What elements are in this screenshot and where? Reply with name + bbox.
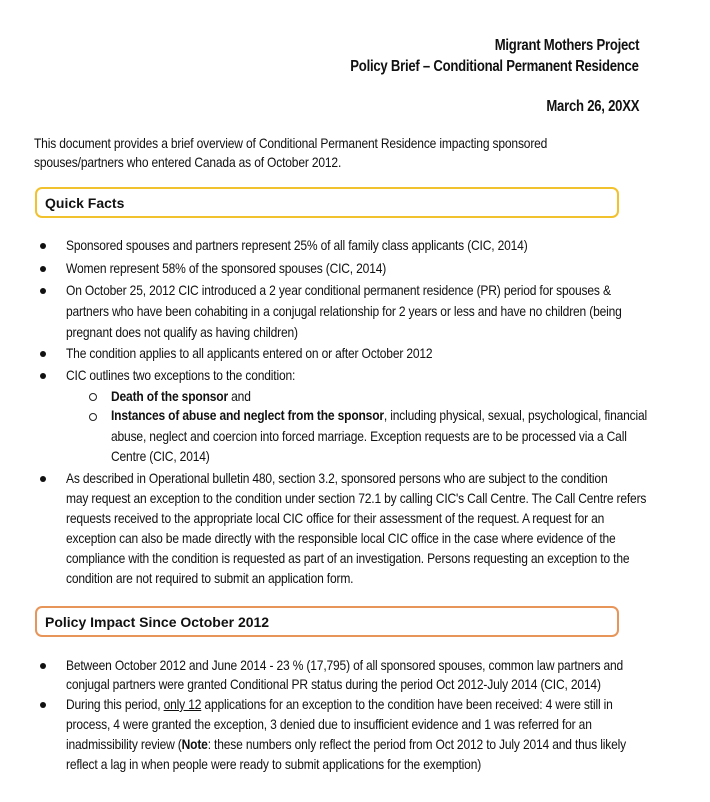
bulletin-text: requests received to the appropriate local CIC office for their assessment of the request. A request for an bbox=[66, 510, 605, 526]
fact-item bbox=[66, 237, 603, 253]
fact-text: pregnant does not qualify as having children) bbox=[66, 324, 298, 340]
document-date bbox=[526, 98, 639, 116]
document-title-text: Policy Brief – Conditional Permanent Residence bbox=[350, 58, 639, 75]
bulletin-text: condition are not required to submit an application form. bbox=[66, 570, 354, 586]
bullet-icon bbox=[40, 243, 46, 249]
intro-text: spouses/partners who entered Canada as of October 2012. bbox=[34, 154, 342, 170]
impact-text-prefix: During this period, bbox=[66, 696, 164, 712]
exception-text bbox=[111, 407, 647, 423]
quick-facts-heading-box bbox=[35, 187, 619, 218]
emphasized-count: only 12 bbox=[163, 696, 202, 712]
note-label: Note bbox=[181, 736, 208, 752]
quick-facts-heading: Quick Facts bbox=[45, 195, 125, 211]
bulletin-item bbox=[66, 470, 696, 486]
exception-item-continued bbox=[111, 448, 226, 464]
impact-item-continued bbox=[66, 716, 677, 732]
impact-text-rest: applications for an exception to the condition have been received: 4 were still in bbox=[201, 696, 613, 712]
bulletin-item-continued bbox=[66, 530, 705, 546]
fact-item bbox=[66, 345, 492, 361]
exception-rest: and bbox=[227, 388, 251, 404]
impact-text-post: : these numbers only reflect the period from Oct 2012 to July 2014 and thus likely bbox=[207, 736, 626, 752]
exception-item bbox=[111, 407, 710, 423]
impact-text bbox=[66, 736, 626, 752]
impact-text: Between October 2012 and June 2014 - 23 % (17,795) of all sponsored spouses, common law partners and bbox=[66, 657, 624, 673]
fact-text: Women represent 58% of the sponsored spouses (CIC, 2014) bbox=[66, 260, 387, 276]
fact-item bbox=[66, 367, 333, 383]
bulletin-item-continued bbox=[66, 510, 692, 526]
exception-text: Centre (CIC, 2014) bbox=[111, 448, 210, 464]
bulletin-text: As described in Operational bulletin 480, section 3.2, sponsored persons who are subject to the condition bbox=[66, 470, 608, 486]
exception-text: abuse, neglect and coercion into forced marriage. Exception requests are to be processed via a Call bbox=[111, 428, 627, 444]
bullet-icon bbox=[40, 351, 46, 357]
impact-text: reflect a lag in when people were ready to submit applications for the exemption) bbox=[66, 756, 482, 772]
impact-text: process, 4 were granted the exception, 3 denied due to insufficient evidence and 1 was referred for an bbox=[66, 716, 592, 732]
intro-text: This document provides a brief overview of Conditional Permanent Residence impacting sponsored bbox=[34, 135, 548, 151]
fact-item bbox=[66, 282, 700, 298]
exception-title: Instances of abuse and neglect from the sponsor bbox=[111, 407, 384, 423]
exception-text bbox=[111, 388, 251, 404]
impact-text-pre: inadmissibility review ( bbox=[66, 736, 182, 752]
bulletin-item-continued bbox=[66, 550, 710, 566]
fact-text: CIC outlines two exceptions to the condition: bbox=[66, 367, 296, 383]
impact-item bbox=[66, 657, 710, 673]
bulletin-item-continued bbox=[66, 570, 400, 586]
policy-impact-heading-box bbox=[35, 606, 619, 637]
document-title bbox=[287, 58, 639, 76]
impact-text: conjugal partners were granted Conditional PR status during the period Oct 2012-July 2014 (CIC, 2014) bbox=[66, 676, 601, 692]
bullet-icon bbox=[40, 266, 46, 272]
document-date-text: March 26, 20XX bbox=[546, 98, 639, 115]
bulletin-text: compliance with the condition is requested as part of an investigation. Persons requesting an exception to the bbox=[66, 550, 630, 566]
exception-rest: , including physical, sexual, psychological, financial bbox=[383, 407, 648, 423]
fact-item-continued bbox=[66, 324, 336, 340]
exception-item bbox=[111, 388, 273, 404]
bulletin-text: may request an exception to the condition under section 72.1 by calling CIC's Call Centre. The Call Centre refers bbox=[66, 490, 647, 506]
bullet-icon bbox=[40, 288, 46, 294]
bulletin-text: exception can also be made directly with the responsible local CIC office in the case where evidence of the bbox=[66, 530, 616, 546]
impact-item-continued bbox=[66, 736, 710, 752]
impact-text bbox=[66, 696, 613, 712]
impact-item bbox=[66, 696, 702, 712]
bullet-icon bbox=[40, 476, 46, 482]
policy-impact-heading: Policy Impact Since October 2012 bbox=[45, 614, 270, 630]
intro-line-1 bbox=[34, 135, 631, 151]
fact-item bbox=[66, 260, 438, 276]
fact-text: partners who have been cohabiting in a conjugal relationship for 2 years or less and have no children (being bbox=[66, 303, 622, 319]
hollow-bullet-icon bbox=[89, 413, 97, 421]
bullet-icon bbox=[40, 373, 46, 379]
project-name-text: Migrant Mothers Project bbox=[494, 37, 639, 54]
impact-item-continued bbox=[66, 756, 549, 772]
bulletin-item-continued bbox=[66, 490, 710, 506]
impact-item-continued bbox=[66, 676, 688, 692]
bullet-icon bbox=[40, 663, 46, 669]
fact-text: The condition applies to all applicants entered on or after October 2012 bbox=[66, 345, 433, 361]
hollow-bullet-icon bbox=[89, 393, 97, 401]
fact-text: Sponsored spouses and partners represent 25% of all family class applicants (CIC, 2014) bbox=[66, 237, 528, 253]
bullet-icon bbox=[40, 702, 46, 708]
intro-line-2 bbox=[34, 154, 391, 170]
exception-title: Death of the sponsor bbox=[111, 388, 228, 404]
project-name bbox=[463, 37, 639, 55]
fact-item-continued bbox=[66, 303, 710, 319]
fact-text: On October 25, 2012 CIC introduced a 2 year conditional permanent residence (PR) period for spouses & bbox=[66, 282, 611, 298]
exception-item-continued bbox=[111, 428, 710, 444]
